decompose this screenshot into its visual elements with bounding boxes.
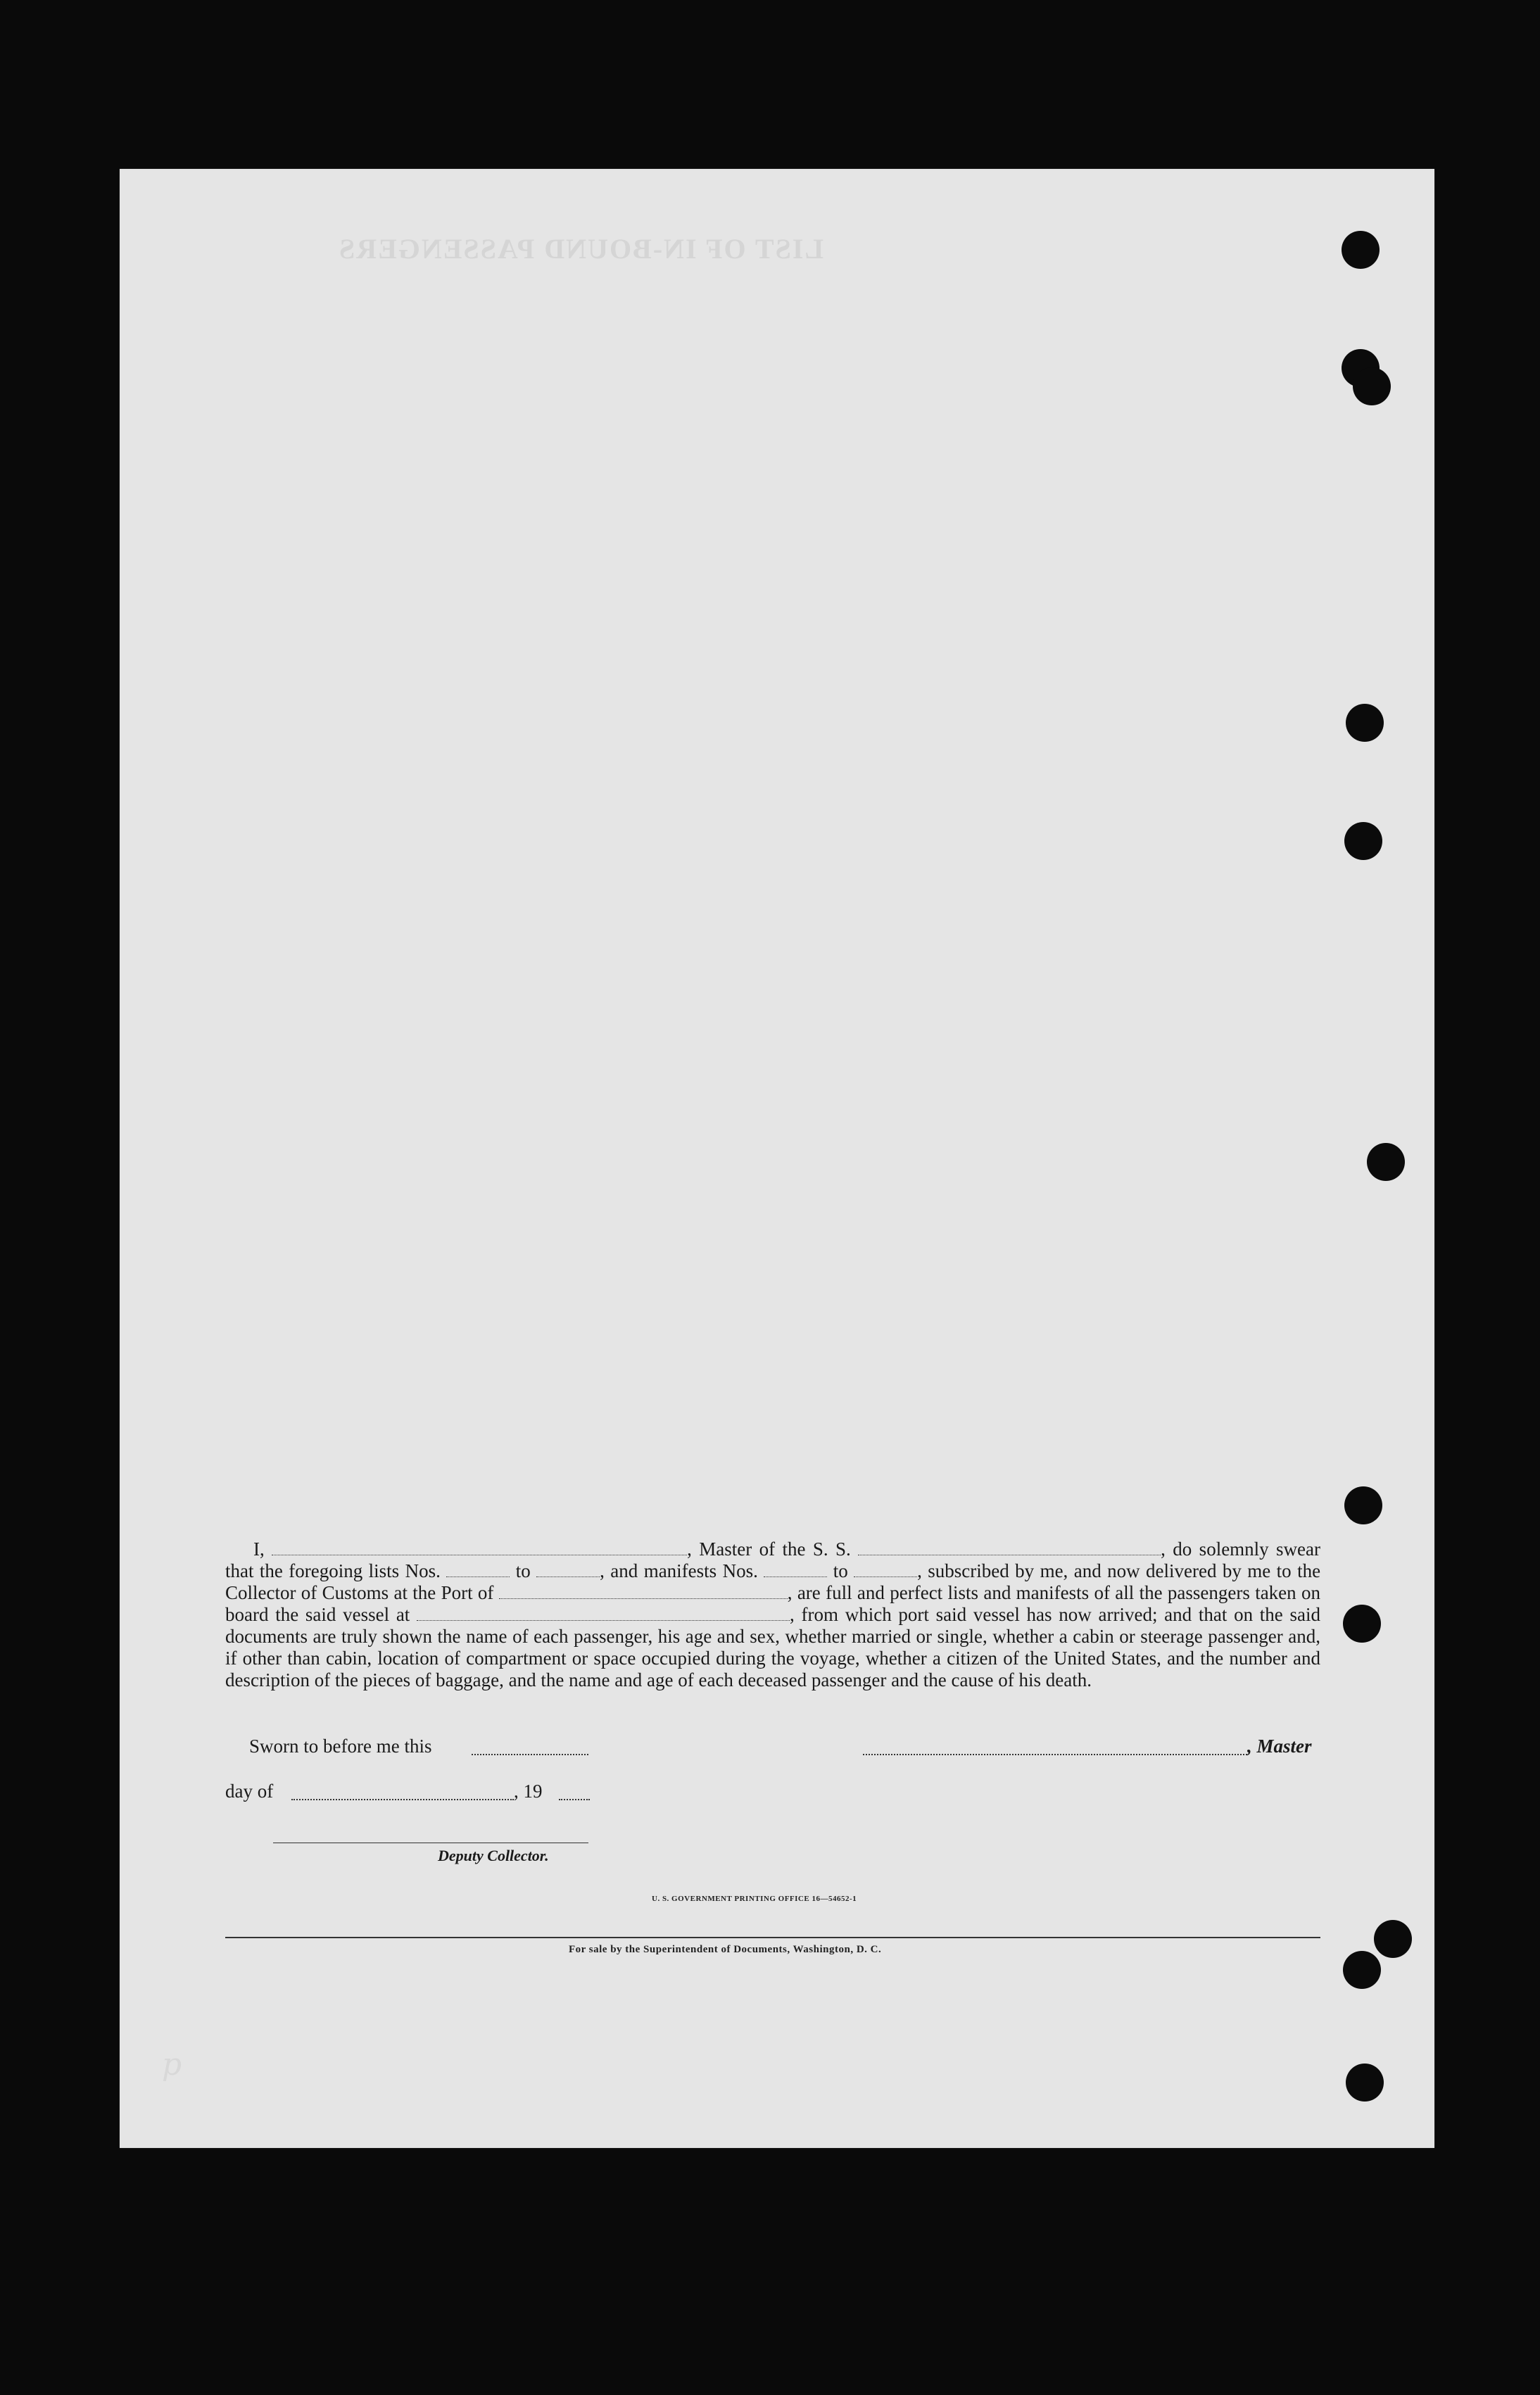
punch-hole — [1343, 1605, 1381, 1643]
punch-hole — [1342, 231, 1380, 269]
oath-text: , are full and perfect lists and manifests of all the passengers taken on board the said vessel at — [225, 1582, 1320, 1625]
oath-text: , and manifests Nos. — [600, 1560, 758, 1581]
pencil-mark: p — [162, 2047, 182, 2083]
master-name-field[interactable] — [272, 1542, 687, 1555]
oath-text: to — [515, 1560, 531, 1581]
printing-office-imprint: U. S. GOVERNMENT PRINTING OFFICE 16—54652-1 — [652, 1895, 857, 1903]
year-label: , 19 — [514, 1781, 543, 1802]
lists-to-field[interactable] — [536, 1564, 600, 1577]
sworn-label: Sworn to before me this — [249, 1736, 432, 1757]
punch-hole — [1344, 822, 1382, 860]
port-field[interactable] — [499, 1586, 788, 1599]
for-sale-notice: For sale by the Superintendent of Documents, Washington, D. C. — [569, 1944, 882, 1955]
punch-hole — [1343, 1951, 1381, 1989]
punch-hole — [1344, 1486, 1382, 1524]
master-signature-line[interactable] — [863, 1754, 1247, 1755]
punch-hole — [1374, 1920, 1412, 1958]
bleed-through-title: LIST OF IN-BOUND PASSENGERS — [338, 233, 824, 265]
oath-text: , Master of the S. S. — [687, 1538, 851, 1560]
manifests-from-field[interactable] — [764, 1564, 827, 1577]
punch-hole — [1346, 704, 1384, 742]
year-line[interactable] — [559, 1799, 590, 1800]
sworn-date-line[interactable] — [472, 1754, 588, 1755]
oath-text: , from which port said vessel has now arrived; and that on the said documents are truly shown the name of each passenger, his age and sex, whether married or single, whether a cabin or steerage passenger and, if other than cabin, location of compartment or space occupied during the voyage, whether a citizen of the United States, and the number and description of the pieces of baggage, and the name and age of each deceased passenger and the cause of his death. — [225, 1604, 1320, 1691]
departure-port-field[interactable] — [417, 1607, 790, 1621]
oath-text: to — [833, 1560, 848, 1581]
punch-hole — [1353, 367, 1391, 405]
day-of-line[interactable] — [291, 1799, 514, 1800]
ship-name-field[interactable] — [858, 1542, 1161, 1555]
punch-hole — [1346, 2064, 1384, 2102]
master-label: , Master — [1247, 1736, 1312, 1757]
oath-text: , subscribed by me, and now delivered by me to the Collector of Customs at the Port of — [225, 1560, 1321, 1603]
oath-text: I, — [253, 1538, 265, 1560]
master-oath-paragraph — [225, 1538, 1320, 1691]
oath-text: , do solemnly swear that the foregoing lists Nos. — [225, 1538, 1321, 1581]
manifests-to-field[interactable] — [854, 1564, 917, 1577]
day-of-label: day of — [225, 1781, 274, 1802]
document-page — [120, 169, 1434, 2148]
footer-rule — [225, 1937, 1320, 1938]
punch-hole — [1367, 1143, 1405, 1181]
lists-from-field[interactable] — [446, 1564, 510, 1577]
deputy-collector-label: Deputy Collector. — [438, 1847, 549, 1864]
